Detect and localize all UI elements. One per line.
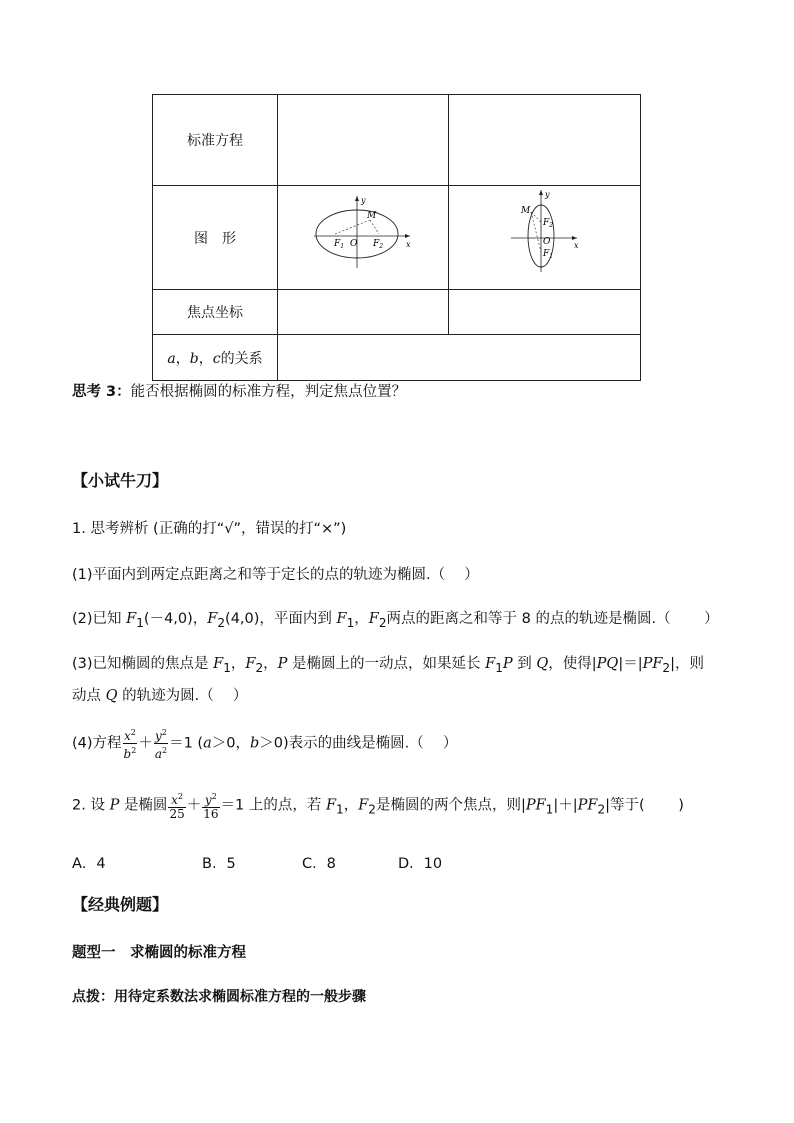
row-label-equation: 标准方程 [153, 95, 278, 186]
cell-focus-y [449, 290, 641, 335]
tip: 点拨：用待定系数法求椭圆标准方程的一般步骤 [72, 989, 366, 1005]
q1-item-2: (2)已知 $F_1(-4,0)$，$F_2(4,0)$，平面内到 $F_1$，$F_2$两点的距离之和等于 8 的点的轨迹是椭圆.（ ） [72, 611, 719, 630]
q1-item-1: (1)平面内到两定点距离之和等于定长的点的轨迹为椭圆.（ ） [72, 567, 479, 583]
row-label-relation: a，b，c的关系 [153, 335, 278, 381]
svg-text:M: M [367, 211, 377, 221]
cell-relation [278, 335, 641, 381]
q2-option-c: C．8 [302, 856, 336, 872]
q2-option-b: B．5 [202, 856, 236, 872]
q1-item-4: (4)方程 $\frac{x^2}{b^2}$ ＋ $\frac{y^2}{a^2}$ ＝1 (a＞0，b＞0)表示的曲线是椭圆.（ ） [72, 728, 458, 761]
cell-equation-y [449, 95, 641, 186]
svg-text:F1: $F_1$ [334, 239, 345, 250]
q1-item-3-line-2: 动点 Q 的轨迹为圆.（ ） [72, 688, 248, 704]
q2: 2. 设 P 是椭圆 $\frac{x^2}{25}$ ＋ $\frac{y^2}{16}$ ＝1 上的点，若 $F_1$，$F_2$是椭圆的两个焦点，则$|PF_1|+|PF_2|$等于( ) [72, 792, 684, 821]
svg-text:x: x [406, 240, 411, 249]
row-label-focus: 焦点坐标 [153, 290, 278, 335]
section-title-practice: 【小试牛刀】 [72, 471, 169, 490]
q1-title: 1. 思考辨析 (正确的打“√”，错误的打“×”) [72, 521, 347, 537]
q2-option-a: A．4 [72, 856, 106, 872]
cell-figure-horizontal [278, 186, 449, 290]
fraction-x2-25: $\frac{x^2}{25}$ [169, 792, 185, 821]
q2-option-d: D．10 [398, 856, 443, 872]
vertical-ellipse-figure [449, 186, 640, 285]
section-title-examples: 【经典例题】 [72, 895, 169, 914]
row-label-figure: 图 形 [153, 186, 278, 290]
fraction-y2-a2: $\frac{y^2}{a^2}$ [154, 728, 168, 761]
cell-focus-x [278, 290, 449, 335]
svg-text:y: y [545, 190, 550, 199]
cell-equation-x [278, 95, 449, 186]
svg-text:O: O [543, 237, 551, 247]
q1-item-3-line-1: (3)已知椭圆的焦点是 $F_1$，$F_2$，P 是椭圆上的一动点，如果延长 $F_1P$ 到 Q，使得$|PQ|=|PF_2|$，则 [72, 656, 704, 675]
fraction-y2-16: $\frac{y^2}{16}$ [203, 792, 219, 821]
ellipse-standard-table [152, 94, 641, 381]
svg-text:O: O [350, 239, 358, 249]
type1-title: 题型一 求椭圆的标准方程 [72, 945, 246, 961]
svg-text:F1: $F_1$ [543, 249, 554, 260]
think-3: 思考 3：能否根据椭圆的标准方程，判定焦点位置？ [72, 384, 407, 400]
svg-text:M: M [521, 206, 531, 216]
horizontal-ellipse-figure [278, 186, 448, 285]
fraction-x2-b2: $\frac{x^2}{b^2}$ [123, 728, 137, 761]
svg-text:F2: $F_2$ [373, 239, 384, 250]
svg-text:x: x [574, 241, 579, 250]
svg-text:F2: $F_2$ [543, 218, 554, 229]
cell-figure-vertical [449, 186, 641, 290]
svg-text:y: y [361, 196, 366, 205]
